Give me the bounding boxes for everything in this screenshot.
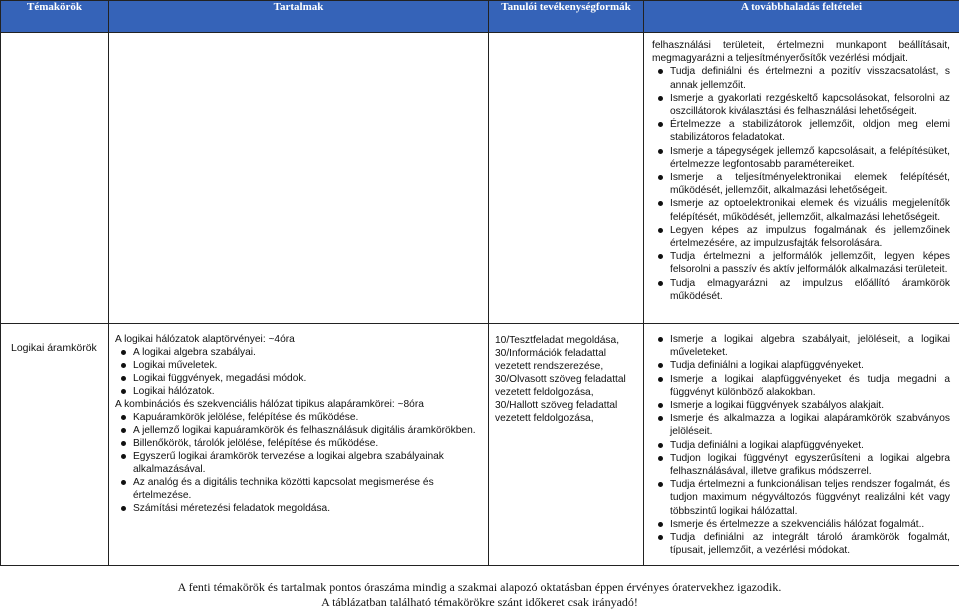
list-item-text: Ismerje a logikai algebra szabályait, jelöléseit, a logikai műveleteket. [670, 334, 950, 359]
list-item [115, 385, 482, 398]
header-contents: Tartalmak [109, 1, 489, 33]
list-item-text: Tudja definiálni a logikai alapfüggvényeket. [670, 439, 864, 451]
footer-line-1: A fenti témakörök és tartalmak pontos óraszáma mindig a szakmai alapozó oktatásban éppen érvényes óratervekhez igazodik. [177, 580, 782, 594]
list-item [652, 333, 950, 359]
bullet-icon [658, 254, 663, 259]
list-item [652, 439, 950, 452]
bullet-icon [658, 403, 663, 408]
bullet-icon [658, 149, 663, 154]
list-item-text: Legyen képes az impulzus fogalmának és jellemzőinek értelmezésére, az impulzusfajták felsorolására. [670, 224, 950, 250]
bullet-icon [658, 201, 663, 206]
list-item [115, 476, 482, 502]
bullet-icon [121, 363, 126, 368]
list-item [115, 424, 482, 437]
table-row-logikai [1, 324, 959, 566]
list-item [652, 92, 950, 118]
list-item-text: Értelmezze a stabilizátorok jellemzőit, oldjon meg elemi stabilizátoros feladatokat. [670, 119, 950, 144]
row1-topic-cell [1, 33, 109, 324]
bullet-icon [658, 456, 663, 461]
bullet-icon [658, 482, 663, 487]
list-item-text: Ismerje a tápegységek jellemző kapcsolásait, a felépítésüket, értelmezze legfontosabb paramétereiket. [670, 145, 950, 170]
list-item [115, 333, 482, 346]
bullet-icon [658, 363, 663, 368]
row1-activities-cell [489, 33, 644, 324]
list-item-text: Ismerje a logikai alapfüggvényeket és tudja megadni a függvényt különböző alakokban. [670, 373, 950, 398]
table-row-continuation [1, 33, 959, 324]
bullet-icon [121, 428, 126, 433]
row2-contents-cell [109, 324, 489, 566]
list-item [115, 398, 482, 411]
bullet-icon [658, 281, 663, 286]
activities-text: 10/Tesztfeladat megoldása, 30/Információk feladattal vezetett rendszerezése, 30/Olvasott szöveg feladattal vezetett feldolgozása, 30/Hallott szöveg feladattal vezetett feldolgozása, [495, 335, 626, 424]
bullet-icon [658, 377, 663, 382]
bullet-icon [121, 454, 126, 459]
bullet-icon [121, 441, 126, 446]
list-item-text: Tudja elmagyarázni az impulzus előállító áramkörök működését. [670, 277, 950, 302]
list-item [115, 450, 482, 476]
bullet-icon [658, 96, 663, 101]
header-conditions: A továbbhaladás feltételei [644, 1, 959, 33]
header-row [1, 1, 959, 33]
row1-conditions-cell [644, 33, 959, 324]
list-item-text: Tudja definiálni az integrált tároló áramkörök fogalmát, típusait, jellemzőit, a vezérlési módokat. [670, 532, 950, 557]
bullet-icon [121, 389, 126, 394]
list-item [652, 197, 950, 223]
bullet-icon [658, 69, 663, 74]
list-item-text: Ismerje a logikai függvények szabályos alakjait. [670, 400, 885, 412]
list-item [652, 399, 950, 412]
row2-topic-cell [1, 324, 109, 566]
bullet-icon [658, 175, 663, 180]
list-item [652, 224, 950, 250]
list-item-text: Ismerje és értelmezze a szekvenciális hálózat fogalmát.. [670, 518, 925, 530]
list-item-text: A logikai algebra szabályai. [133, 347, 256, 358]
list-item-text: Tudja definiálni a logikai alapfüggvényeket. [670, 360, 864, 372]
bullet-icon [658, 122, 663, 127]
row2-activities-cell [489, 324, 644, 566]
bullet-icon [658, 443, 663, 448]
bullet-icon [121, 415, 126, 420]
list-item-text: A logikai hálózatok alaptörvényei: ~4óra [115, 334, 295, 345]
bullet-icon [121, 506, 126, 511]
list-item-text: Számítási méretezési feladatok megoldása. [133, 503, 331, 514]
list-item-text: Logikai függvények, megadási módok. [133, 373, 307, 384]
list-item [115, 437, 482, 450]
list-item [652, 518, 950, 531]
list-item-text: Kapuáramkörök jelölése, felépítése és működése. [133, 412, 359, 423]
row2-conditions-list [652, 333, 950, 557]
footer-line-2: A táblázatban található témakörökre szánt időkeret csak irányadó! [321, 595, 638, 609]
bullet-icon [658, 416, 663, 421]
list-item [652, 250, 950, 276]
list-item-text: Tudja értelmezni a jelformálók jellemzőit, legyen képes felsorolni a passzív és aktív jelformálók alkalmazási területeit. [670, 251, 950, 276]
list-item-text: Logikai hálózatok. [133, 386, 215, 397]
list-item [652, 412, 950, 438]
list-item-text: Az analóg és a digitális technika közötti kapcsolat megismerése és értelmezése. [133, 477, 434, 501]
list-item [115, 346, 482, 359]
row1-contents-cell [109, 33, 489, 324]
list-item-text: Ismerje az optoelektronikai elemek és vizuális megjelenítők felépítését, működését, jellemzőit, alkalmazási lehetőségeit. [670, 198, 950, 223]
list-item-text: Tudjon logikai függvényt egyszerűsíteni a logikai algebra felhasználásával, illetve grafikus módszerrel. [670, 452, 950, 478]
row2-contents-list [115, 333, 482, 515]
topic-label: Logikai áramkörök [11, 342, 97, 354]
list-item [652, 171, 950, 197]
list-item-text: Logikai műveletek. [133, 360, 218, 371]
list-item [652, 65, 950, 91]
list-item [115, 502, 482, 515]
list-item [652, 277, 950, 303]
bullet-icon [121, 376, 126, 381]
list-item-text: Ismerje és alkalmazza a logikai alapáramkörök szabványos jelöléseit. [670, 413, 950, 438]
bullet-icon [658, 228, 663, 233]
list-item [652, 531, 950, 557]
list-item-text: felhasználási területeit, értelmezni munkapont beállításait, megmagyarázni a teljesítményerősítők vezérlési módjait. [652, 40, 950, 65]
list-item [652, 39, 950, 65]
list-item [115, 372, 482, 385]
list-item-text: Egyszerű logikai áramkörök tervezése a logikai algebra szabályainak alkalmazásával. [133, 451, 444, 475]
list-item [115, 411, 482, 424]
list-item [652, 373, 950, 399]
list-item-text: Billenőkörök, tárolók jelölése, felépítése és működése. [133, 438, 379, 449]
bullet-icon [121, 480, 126, 485]
list-item-text: Tudja definiálni és értelmezni a pozitív visszacsatolást, s annak jellemzőit. [670, 66, 950, 91]
list-item [652, 452, 950, 478]
bullet-icon [658, 522, 663, 527]
bullet-icon [658, 535, 663, 540]
row2-conditions-cell [644, 324, 959, 566]
list-item [652, 118, 950, 144]
list-item [652, 145, 950, 171]
header-topics: Témakörök [1, 1, 109, 33]
list-item [652, 359, 950, 372]
header-activities: Tanulói tevékenységformák [489, 1, 644, 33]
list-item [652, 478, 950, 518]
bullet-icon [658, 337, 663, 342]
list-item-text: Ismerje a gyakorlati rezgéskeltő kapcsolásokat, felsorolni az oszcillátorok kiválasztási és felhasználási lehetőségeit. [670, 92, 950, 118]
list-item-text: A kombinációs és szekvenciális hálózat tipikus alapáramkörei: ~8óra [115, 399, 424, 410]
list-item-text: Tudja értelmezni a funkcionálisan teljes rendszer fogalmát, és tudjon maximum négyváltozós függvényt realizálni két vagy többszintű logikai hálózattal. [670, 479, 950, 517]
bullet-icon [121, 350, 126, 355]
list-item-text: A jellemző logikai kapuáramkörök és felhasználásuk digitális áramkörökben. [133, 425, 476, 436]
list-item [115, 359, 482, 372]
footer-note [0, 580, 959, 610]
row1-conditions-list [652, 39, 950, 303]
list-item-text: Ismerje a teljesítményelektronikai elemek felépítését, működését, jellemzőit, alkalmazási lehetőségeit. [670, 172, 950, 197]
